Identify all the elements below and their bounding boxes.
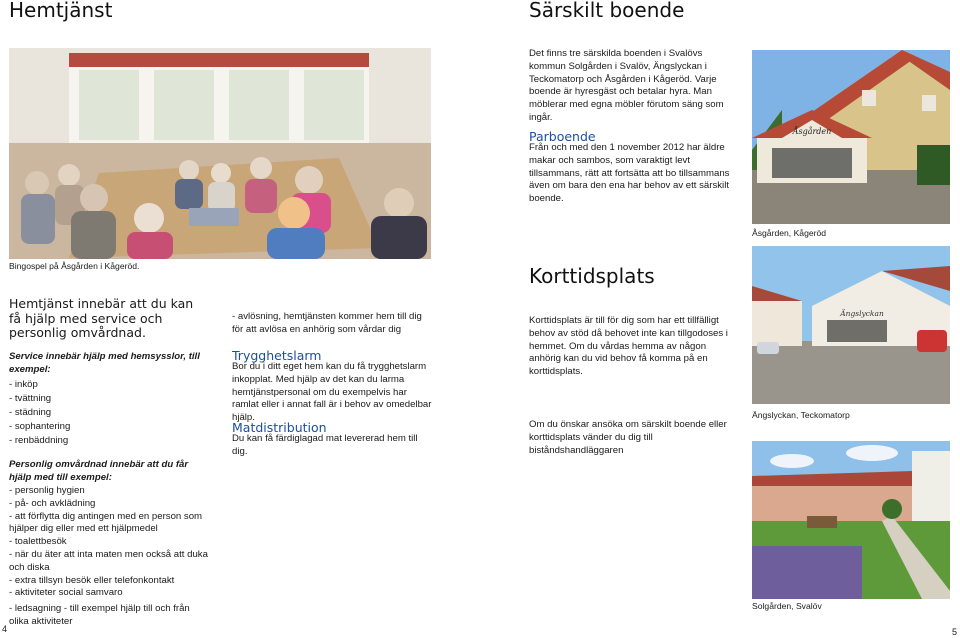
sarskilt-boende-intro: Det finns tre särskilda boenden i Svalövs kommun Solgården i Svalöv, Ängslyckan i Teckomatorp och Åsgården i Kågeröd. Varje boende är hyresgäst och betalar hyra. Man möblerar med egna möbler förutom säng som ingår. bbox=[529, 48, 724, 123]
solgarden-caption: Solgården, Svalöv bbox=[752, 601, 822, 611]
parboende-heading: Parboende bbox=[529, 129, 596, 144]
anglyckan-caption: Ängslyckan, Teckomatorp bbox=[752, 410, 850, 420]
list-item: - personlig hygien bbox=[9, 485, 85, 496]
list-item: - extra tillsyn besök eller telefonkontakt bbox=[9, 574, 175, 586]
care-list-item-avlosning: - avlösning, hemtjänsten kommer hem till dig för att avlösa en anhörig som vårdar dig bbox=[232, 311, 422, 335]
page-number-right: 5 bbox=[952, 627, 958, 637]
page-number-left: 4 bbox=[2, 624, 8, 634]
matdistribution-heading: Matdistribution bbox=[232, 420, 327, 435]
list-item: - på- och avklädning bbox=[9, 497, 96, 509]
matdistribution-text: Du kan få färdiglagad mat levererad hem till dig. bbox=[232, 433, 418, 457]
ansokan-text: Om du önskar ansöka om särskilt boende eller korttidsplats vänder du dig till biståndshandläggaren bbox=[529, 419, 727, 456]
bingo-photo bbox=[9, 48, 431, 259]
trygghetslarm-text: Bor du i ditt eget hem kan du få trygghetslarm inkopplat. Med hjälp av det kan du larma hemtjänstpersonal om du exempelvis har ramlat eller i annat fall är i behov av omedelbar hjälp. bbox=[232, 361, 432, 424]
list-item: - tvättning bbox=[9, 393, 52, 404]
anglyckan-photo bbox=[752, 246, 950, 404]
asgarden-caption: Åsgården, Kågeröd bbox=[752, 228, 827, 238]
solgarden-photo bbox=[752, 441, 950, 599]
asgarden-photo bbox=[752, 50, 950, 224]
bingo-photo-caption: Bingospel på Åsgården i Kågeröd. bbox=[9, 261, 140, 271]
care-heading: Personlig omvårdnad innebär att du får hjälp med till exempel: bbox=[9, 459, 189, 483]
list-item: - städning bbox=[9, 407, 52, 418]
page-title-sarskilt-boende: Särskilt boende bbox=[529, 0, 685, 22]
parboende-text: Från och med den 1 november 2012 har äldre makar och sambos, som varaktigt levt tillsammans, rätt att fortsätta att bo tillsammans även om bara den ena har behov av ett särskilt boende. bbox=[529, 142, 730, 205]
asgarden-sign: Åsgården bbox=[792, 127, 832, 136]
service-list bbox=[9, 378, 70, 448]
care-list-item-ledsagning: - ledsagning - till exempel hjälp till och från olika aktiviteter bbox=[9, 603, 190, 627]
list-item: - renbäddning bbox=[9, 435, 69, 446]
page-title-hemtjanst: Hemtjänst bbox=[9, 0, 113, 22]
korttidsplats-title: Korttidsplats bbox=[529, 264, 655, 288]
list-item: - att förflytta dig antingen med en person som hjälper dig eller med ett hjälpmedel bbox=[9, 510, 203, 535]
list-item: - sophantering bbox=[9, 421, 71, 432]
korttidsplats-text: Korttidsplats är till för dig som har ett tillfälligt behov av stöd då behovet inte kan tillgodoses i hemmet. Om du vårdas hemma av någon anhörig kan du vid behov få komma på en korttidsplats. bbox=[529, 315, 728, 378]
list-item: - toalettbesök bbox=[9, 536, 67, 548]
anglyckan-sign: Ängslyckan bbox=[840, 309, 884, 318]
care-list bbox=[9, 485, 209, 600]
trygghetslarm-heading: Trygghetslarm bbox=[232, 348, 322, 363]
list-item: - när du äter att inta maten men också att duka och diska bbox=[9, 548, 208, 573]
list-item: - aktiviteter social samvaro bbox=[9, 587, 123, 599]
service-heading: Service innebär hjälp med hemsysslor, till exempel: bbox=[9, 351, 200, 375]
hemtjanst-intro: Hemtjänst innebär att du kan få hjälp med service och personlig omvårdnad. bbox=[9, 296, 194, 340]
list-item: - inköp bbox=[9, 379, 38, 390]
